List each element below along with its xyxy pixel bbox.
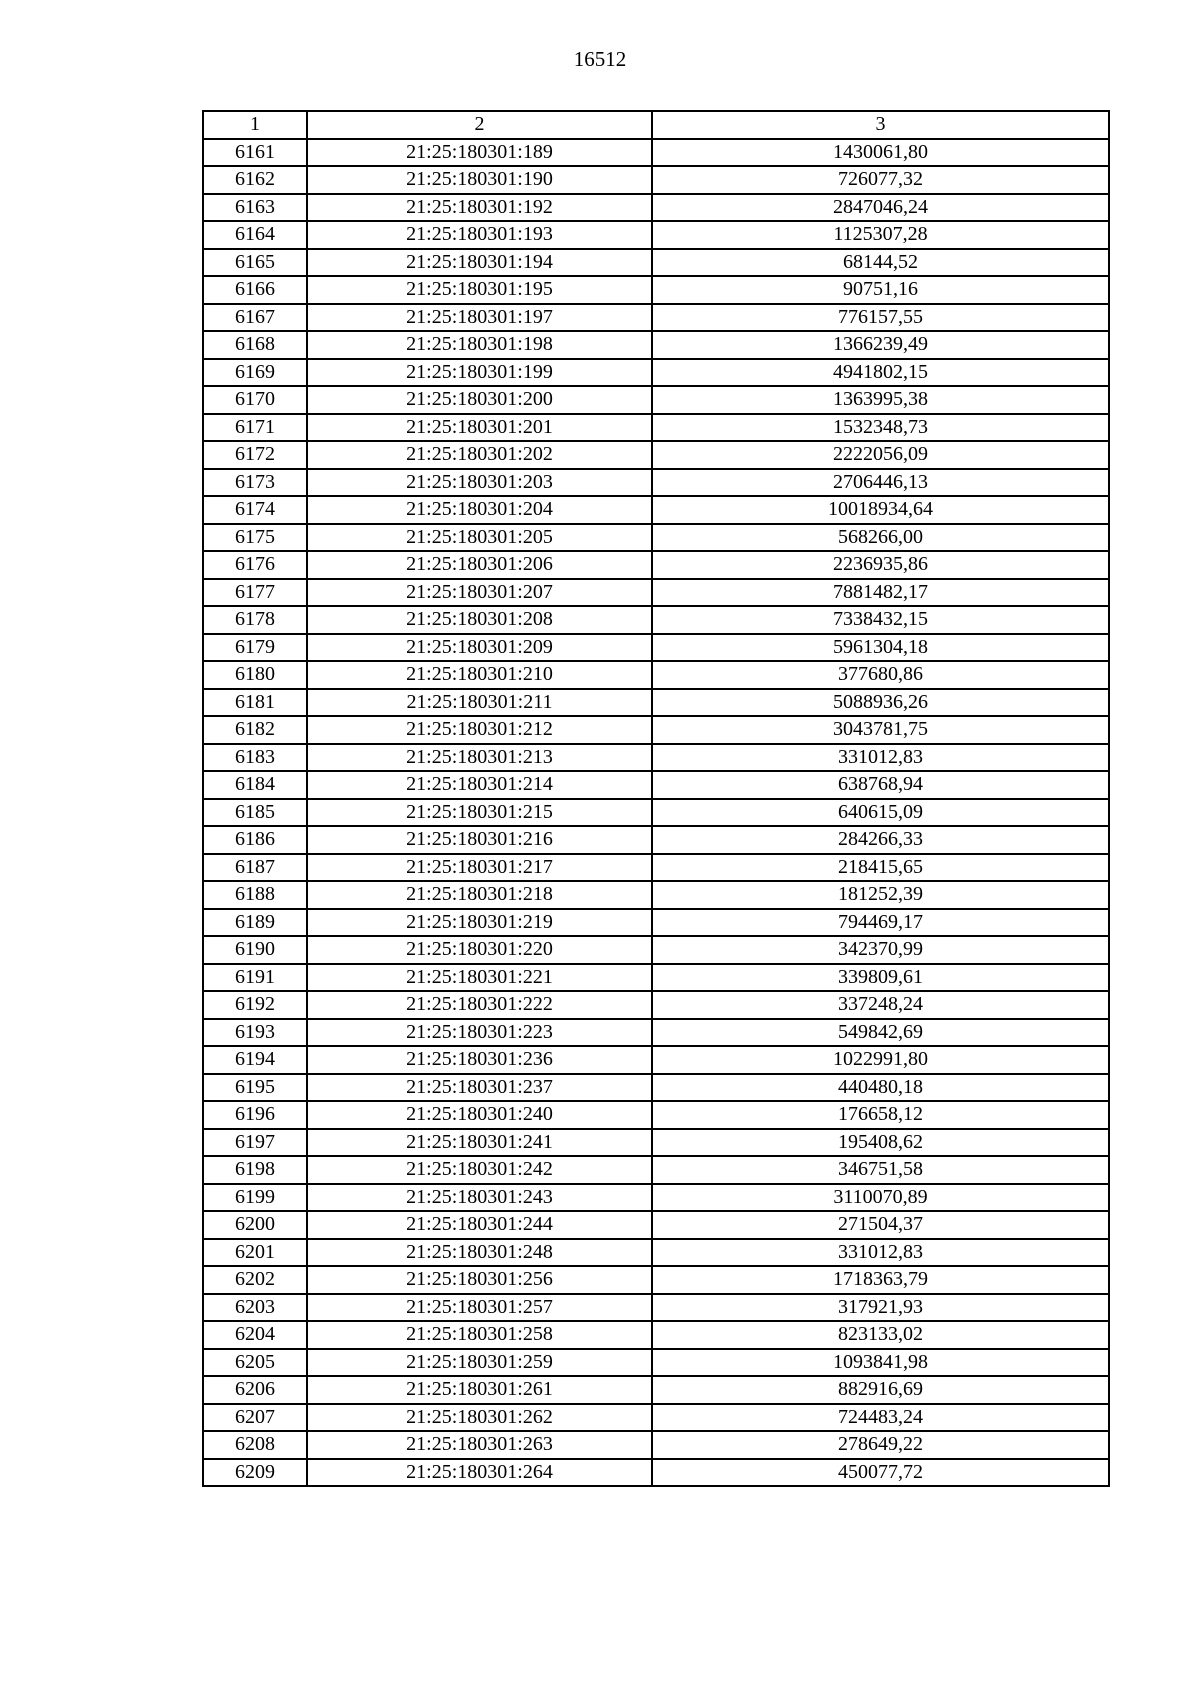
value-cell: 776157,55 bbox=[652, 304, 1109, 332]
table-row bbox=[203, 964, 1109, 992]
value-cell: 549842,69 bbox=[652, 1019, 1109, 1047]
row-number-cell: 6182 bbox=[203, 716, 307, 744]
cadastral-number-cell: 21:25:180301:212 bbox=[307, 716, 652, 744]
cadastral-number-cell: 21:25:180301:222 bbox=[307, 991, 652, 1019]
value-cell: 2222056,09 bbox=[652, 441, 1109, 469]
row-number-cell: 6204 bbox=[203, 1321, 307, 1349]
cadastral-number-cell: 21:25:180301:223 bbox=[307, 1019, 652, 1047]
cadastral-number-cell: 21:25:180301:264 bbox=[307, 1459, 652, 1487]
table-row bbox=[203, 716, 1109, 744]
row-number-cell: 6169 bbox=[203, 359, 307, 387]
cadastral-number-cell: 21:25:180301:206 bbox=[307, 551, 652, 579]
table-row bbox=[203, 386, 1109, 414]
value-cell: 337248,24 bbox=[652, 991, 1109, 1019]
row-number-cell: 6181 bbox=[203, 689, 307, 717]
cadastral-number-cell: 21:25:180301:203 bbox=[307, 469, 652, 497]
value-cell: 4941802,15 bbox=[652, 359, 1109, 387]
cadastral-number-cell: 21:25:180301:241 bbox=[307, 1129, 652, 1157]
row-number-cell: 6178 bbox=[203, 606, 307, 634]
row-number-cell: 6184 bbox=[203, 771, 307, 799]
table-row bbox=[203, 166, 1109, 194]
row-number-cell: 6161 bbox=[203, 139, 307, 167]
row-number-cell: 6194 bbox=[203, 1046, 307, 1074]
cadastral-number-cell: 21:25:180301:217 bbox=[307, 854, 652, 882]
row-number-cell: 6171 bbox=[203, 414, 307, 442]
table-row bbox=[203, 524, 1109, 552]
row-number-cell: 6166 bbox=[203, 276, 307, 304]
row-number-cell: 6179 bbox=[203, 634, 307, 662]
row-number-cell: 6186 bbox=[203, 826, 307, 854]
cadastral-number-cell: 21:25:180301:258 bbox=[307, 1321, 652, 1349]
cadastral-number-cell: 21:25:180301:195 bbox=[307, 276, 652, 304]
cadastral-number-cell: 21:25:180301:198 bbox=[307, 331, 652, 359]
value-cell: 1363995,38 bbox=[652, 386, 1109, 414]
value-cell: 440480,18 bbox=[652, 1074, 1109, 1102]
cadastral-number-cell: 21:25:180301:263 bbox=[307, 1431, 652, 1459]
value-cell: 2236935,86 bbox=[652, 551, 1109, 579]
cadastral-number-cell: 21:25:180301:248 bbox=[307, 1239, 652, 1267]
row-number-cell: 6173 bbox=[203, 469, 307, 497]
cadastral-number-cell: 21:25:180301:237 bbox=[307, 1074, 652, 1102]
table-row bbox=[203, 1376, 1109, 1404]
value-cell: 271504,37 bbox=[652, 1211, 1109, 1239]
value-cell: 195408,62 bbox=[652, 1129, 1109, 1157]
row-number-cell: 6192 bbox=[203, 991, 307, 1019]
table-header-row bbox=[203, 111, 1109, 139]
table-row bbox=[203, 826, 1109, 854]
cadastral-number-cell: 21:25:180301:213 bbox=[307, 744, 652, 772]
cadastral-number-cell: 21:25:180301:218 bbox=[307, 881, 652, 909]
cadastral-number-cell: 21:25:180301:204 bbox=[307, 496, 652, 524]
table-row bbox=[203, 579, 1109, 607]
row-number-cell: 6165 bbox=[203, 249, 307, 277]
table-row bbox=[203, 441, 1109, 469]
value-cell: 726077,32 bbox=[652, 166, 1109, 194]
row-number-cell: 6172 bbox=[203, 441, 307, 469]
table-row bbox=[203, 1239, 1109, 1267]
cadastral-number-cell: 21:25:180301:194 bbox=[307, 249, 652, 277]
table-row bbox=[203, 909, 1109, 937]
cadastral-number-cell: 21:25:180301:242 bbox=[307, 1156, 652, 1184]
table-row bbox=[203, 991, 1109, 1019]
cadastral-number-cell: 21:25:180301:190 bbox=[307, 166, 652, 194]
value-cell: 284266,33 bbox=[652, 826, 1109, 854]
row-number-cell: 6164 bbox=[203, 221, 307, 249]
table-row bbox=[203, 1184, 1109, 1212]
row-number-cell: 6188 bbox=[203, 881, 307, 909]
table-row bbox=[203, 881, 1109, 909]
value-cell: 218415,65 bbox=[652, 854, 1109, 882]
data-table bbox=[202, 110, 1110, 1487]
row-number-cell: 6187 bbox=[203, 854, 307, 882]
table-row bbox=[203, 744, 1109, 772]
table-row bbox=[203, 496, 1109, 524]
row-number-cell: 6175 bbox=[203, 524, 307, 552]
cadastral-number-cell: 21:25:180301:210 bbox=[307, 661, 652, 689]
table-row bbox=[203, 634, 1109, 662]
table-row bbox=[203, 799, 1109, 827]
column-header: 3 bbox=[652, 111, 1109, 139]
row-number-cell: 6198 bbox=[203, 1156, 307, 1184]
table-row bbox=[203, 304, 1109, 332]
cadastral-number-cell: 21:25:180301:201 bbox=[307, 414, 652, 442]
row-number-cell: 6167 bbox=[203, 304, 307, 332]
cadastral-number-cell: 21:25:180301:193 bbox=[307, 221, 652, 249]
value-cell: 7881482,17 bbox=[652, 579, 1109, 607]
row-number-cell: 6168 bbox=[203, 331, 307, 359]
table-row bbox=[203, 1431, 1109, 1459]
value-cell: 794469,17 bbox=[652, 909, 1109, 937]
value-cell: 5961304,18 bbox=[652, 634, 1109, 662]
row-number-cell: 6174 bbox=[203, 496, 307, 524]
cadastral-number-cell: 21:25:180301:244 bbox=[307, 1211, 652, 1239]
value-cell: 278649,22 bbox=[652, 1431, 1109, 1459]
value-cell: 450077,72 bbox=[652, 1459, 1109, 1487]
row-number-cell: 6193 bbox=[203, 1019, 307, 1047]
table-row bbox=[203, 276, 1109, 304]
row-number-cell: 6162 bbox=[203, 166, 307, 194]
cadastral-number-cell: 21:25:180301:221 bbox=[307, 964, 652, 992]
table-row bbox=[203, 1156, 1109, 1184]
cadastral-number-cell: 21:25:180301:197 bbox=[307, 304, 652, 332]
table-body bbox=[203, 111, 1109, 1486]
value-cell: 342370,99 bbox=[652, 936, 1109, 964]
value-cell: 181252,39 bbox=[652, 881, 1109, 909]
row-number-cell: 6163 bbox=[203, 194, 307, 222]
cadastral-number-cell: 21:25:180301:208 bbox=[307, 606, 652, 634]
cadastral-number-cell: 21:25:180301:216 bbox=[307, 826, 652, 854]
row-number-cell: 6183 bbox=[203, 744, 307, 772]
row-number-cell: 6203 bbox=[203, 1294, 307, 1322]
value-cell: 176658,12 bbox=[652, 1101, 1109, 1129]
table-row bbox=[203, 1349, 1109, 1377]
table-row bbox=[203, 194, 1109, 222]
value-cell: 377680,86 bbox=[652, 661, 1109, 689]
cadastral-number-cell: 21:25:180301:199 bbox=[307, 359, 652, 387]
cadastral-number-cell: 21:25:180301:256 bbox=[307, 1266, 652, 1294]
table-row bbox=[203, 1294, 1109, 1322]
row-number-cell: 6206 bbox=[203, 1376, 307, 1404]
cadastral-number-cell: 21:25:180301:200 bbox=[307, 386, 652, 414]
value-cell: 331012,83 bbox=[652, 1239, 1109, 1267]
value-cell: 724483,24 bbox=[652, 1404, 1109, 1432]
value-cell: 346751,58 bbox=[652, 1156, 1109, 1184]
row-number-cell: 6176 bbox=[203, 551, 307, 579]
value-cell: 10018934,64 bbox=[652, 496, 1109, 524]
table-row bbox=[203, 139, 1109, 167]
row-number-cell: 6200 bbox=[203, 1211, 307, 1239]
cadastral-number-cell: 21:25:180301:220 bbox=[307, 936, 652, 964]
cadastral-number-cell: 21:25:180301:192 bbox=[307, 194, 652, 222]
cadastral-number-cell: 21:25:180301:219 bbox=[307, 909, 652, 937]
table-row bbox=[203, 331, 1109, 359]
cadastral-number-cell: 21:25:180301:202 bbox=[307, 441, 652, 469]
table-row bbox=[203, 1129, 1109, 1157]
value-cell: 1022991,80 bbox=[652, 1046, 1109, 1074]
cadastral-number-cell: 21:25:180301:209 bbox=[307, 634, 652, 662]
cadastral-number-cell: 21:25:180301:262 bbox=[307, 1404, 652, 1432]
value-cell: 1532348,73 bbox=[652, 414, 1109, 442]
row-number-cell: 6207 bbox=[203, 1404, 307, 1432]
row-number-cell: 6208 bbox=[203, 1431, 307, 1459]
value-cell: 2847046,24 bbox=[652, 194, 1109, 222]
table-row bbox=[203, 854, 1109, 882]
row-number-cell: 6209 bbox=[203, 1459, 307, 1487]
table-row bbox=[203, 1321, 1109, 1349]
value-cell: 68144,52 bbox=[652, 249, 1109, 277]
row-number-cell: 6190 bbox=[203, 936, 307, 964]
cadastral-number-cell: 21:25:180301:214 bbox=[307, 771, 652, 799]
row-number-cell: 6185 bbox=[203, 799, 307, 827]
table-row bbox=[203, 221, 1109, 249]
table-row bbox=[203, 249, 1109, 277]
value-cell: 7338432,15 bbox=[652, 606, 1109, 634]
value-cell: 638768,94 bbox=[652, 771, 1109, 799]
row-number-cell: 6201 bbox=[203, 1239, 307, 1267]
table-row bbox=[203, 1211, 1109, 1239]
value-cell: 823133,02 bbox=[652, 1321, 1109, 1349]
table-row bbox=[203, 551, 1109, 579]
column-header: 2 bbox=[307, 111, 652, 139]
table-row bbox=[203, 661, 1109, 689]
table-row bbox=[203, 1404, 1109, 1432]
column-header: 1 bbox=[203, 111, 307, 139]
value-cell: 1093841,98 bbox=[652, 1349, 1109, 1377]
cadastral-number-cell: 21:25:180301:215 bbox=[307, 799, 652, 827]
value-cell: 5088936,26 bbox=[652, 689, 1109, 717]
value-cell: 3110070,89 bbox=[652, 1184, 1109, 1212]
table-row bbox=[203, 1459, 1109, 1487]
cadastral-number-cell: 21:25:180301:240 bbox=[307, 1101, 652, 1129]
cadastral-number-cell: 21:25:180301:207 bbox=[307, 579, 652, 607]
page-number: 16512 bbox=[573, 47, 627, 71]
cadastral-number-cell: 21:25:180301:243 bbox=[307, 1184, 652, 1212]
table-row bbox=[203, 1074, 1109, 1102]
value-cell: 640615,09 bbox=[652, 799, 1109, 827]
cadastral-number-cell: 21:25:180301:236 bbox=[307, 1046, 652, 1074]
row-number-cell: 6195 bbox=[203, 1074, 307, 1102]
row-number-cell: 6196 bbox=[203, 1101, 307, 1129]
table-row bbox=[203, 1101, 1109, 1129]
table-row bbox=[203, 1266, 1109, 1294]
table-row bbox=[203, 689, 1109, 717]
table-row bbox=[203, 414, 1109, 442]
row-number-cell: 6170 bbox=[203, 386, 307, 414]
cadastral-number-cell: 21:25:180301:189 bbox=[307, 139, 652, 167]
row-number-cell: 6205 bbox=[203, 1349, 307, 1377]
table-row bbox=[203, 606, 1109, 634]
row-number-cell: 6191 bbox=[203, 964, 307, 992]
table-row bbox=[203, 1046, 1109, 1074]
table-row bbox=[203, 359, 1109, 387]
value-cell: 90751,16 bbox=[652, 276, 1109, 304]
value-cell: 882916,69 bbox=[652, 1376, 1109, 1404]
row-number-cell: 6202 bbox=[203, 1266, 307, 1294]
value-cell: 1430061,80 bbox=[652, 139, 1109, 167]
row-number-cell: 6177 bbox=[203, 579, 307, 607]
value-cell: 339809,61 bbox=[652, 964, 1109, 992]
row-number-cell: 6199 bbox=[203, 1184, 307, 1212]
cadastral-number-cell: 21:25:180301:257 bbox=[307, 1294, 652, 1322]
row-number-cell: 6180 bbox=[203, 661, 307, 689]
row-number-cell: 6197 bbox=[203, 1129, 307, 1157]
value-cell: 331012,83 bbox=[652, 744, 1109, 772]
cadastral-number-cell: 21:25:180301:205 bbox=[307, 524, 652, 552]
value-cell: 317921,93 bbox=[652, 1294, 1109, 1322]
table-row bbox=[203, 771, 1109, 799]
value-cell: 1125307,28 bbox=[652, 221, 1109, 249]
table-row bbox=[203, 1019, 1109, 1047]
value-cell: 1718363,79 bbox=[652, 1266, 1109, 1294]
value-cell: 568266,00 bbox=[652, 524, 1109, 552]
cadastral-number-cell: 21:25:180301:259 bbox=[307, 1349, 652, 1377]
cadastral-number-cell: 21:25:180301:211 bbox=[307, 689, 652, 717]
value-cell: 3043781,75 bbox=[652, 716, 1109, 744]
table-row bbox=[203, 936, 1109, 964]
cadastral-number-cell: 21:25:180301:261 bbox=[307, 1376, 652, 1404]
table-row bbox=[203, 469, 1109, 497]
value-cell: 2706446,13 bbox=[652, 469, 1109, 497]
value-cell: 1366239,49 bbox=[652, 331, 1109, 359]
row-number-cell: 6189 bbox=[203, 909, 307, 937]
